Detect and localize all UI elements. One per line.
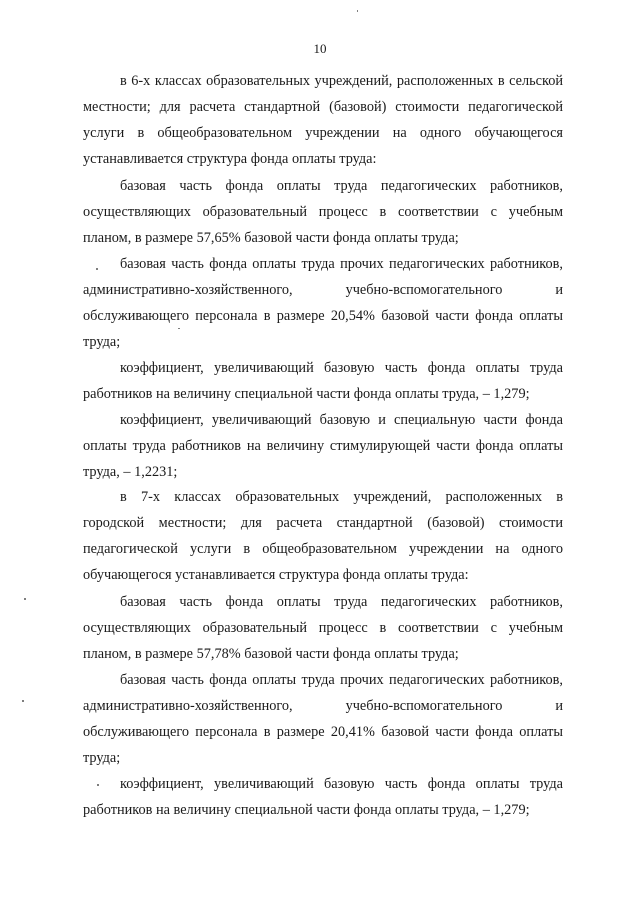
paragraph-grade6-special-coef: коэффициент, увеличивающий базовую часть фонда оплаты труда работников на величину специальной части фонда оплаты труда, – 1,279;	[83, 360, 563, 402]
paragraph-grade6-other-staff: базовая часть фонда оплаты труда прочих педагогических работников, административно-хозяйственного, учебно-вспомогательного и обслуживающего персонала в размере 20,54% базовой части фонда оплаты труда;	[83, 256, 563, 350]
scan-speck	[22, 700, 24, 702]
scan-speck	[178, 328, 180, 329]
paragraph-grade6-stimul-coef: коэффициент, увеличивающий базовую и специальную части фонда оплаты труда работников на величину стимулирующей части фонда оплаты труда, – 1,2231;	[83, 412, 563, 480]
page-number: 10	[313, 41, 327, 56]
paragraph-grade7-other-staff: базовая часть фонда оплаты труда прочих педагогических работников, административно-хозяйственного, учебно-вспомогательного и обслуживающего персонала в размере 20,41% базовой части фонда оплаты труда;	[83, 672, 563, 766]
paragraph-grade7-special-coef: коэффициент, увеличивающий базовую часть фонда оплаты труда работников на величину специальной части фонда оплаты труда, – 1,279;	[83, 776, 563, 818]
paragraph-grade7-intro: в 7-х классах образовательных учреждений, расположенных в городской местности; для расчета стандартной (базовой) стоимости педагогической услуги в общеобразовательном учреждении на одного обучающегося устанавливается структура фонда оплаты труда:	[83, 489, 563, 583]
scan-speck	[357, 10, 358, 12]
scan-speck	[96, 268, 98, 270]
paragraph-grade6-intro: в 6-х классах образовательных учреждений, расположенных в сельской местности; для расчета стандартной (базовой) стоимости педагогической услуги в общеобразовательном учреждении на одного обучающегося устанавливается структура фонда оплаты труда:	[83, 73, 563, 167]
scan-speck	[24, 598, 26, 600]
scan-speck	[97, 784, 99, 786]
paragraph-grade6-teacher-base: базовая часть фонда оплаты труда педагогических работников, осуществляющих образовательный процесс в соответствии с учебным планом, в размере 57,65% базовой части фонда оплаты труда;	[83, 178, 563, 246]
paragraph-grade7-teacher-base: базовая часть фонда оплаты труда педагогических работников, осуществляющих образовательный процесс в соответствии с учебным планом, в размере 57,78% базовой части фонда оплаты труда;	[83, 594, 563, 662]
